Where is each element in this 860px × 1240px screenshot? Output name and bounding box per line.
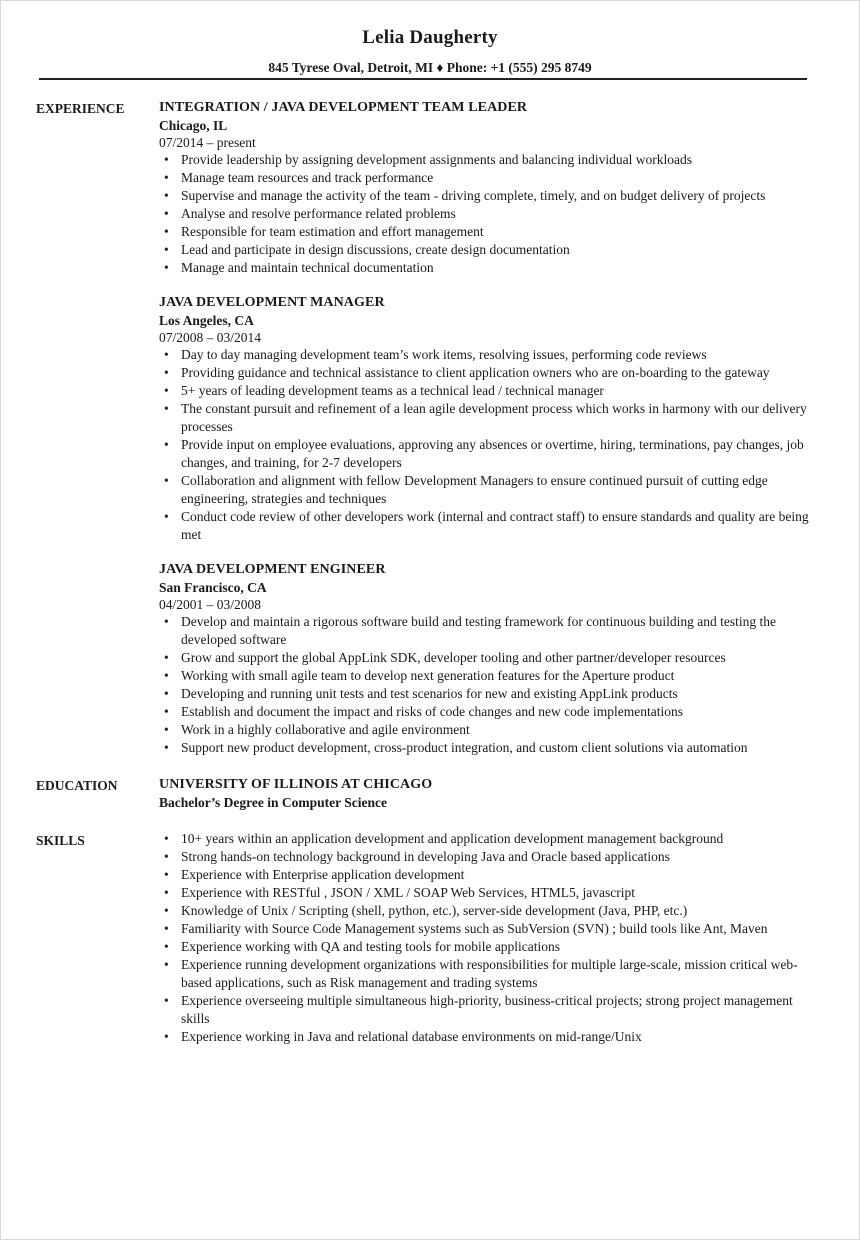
bullet-item: • Day to day managing development team’s work items, resolving issues, performing code reviews — [181, 346, 821, 364]
bullet-item: • Manage team resources and track performance — [181, 169, 821, 187]
education-section — [36, 775, 821, 812]
job-entry — [159, 560, 821, 757]
bullet-item: • Working with small agile team to develop next generation features for the Aperture product — [181, 667, 821, 685]
bullet-item: • Manage and maintain technical documentation — [181, 259, 821, 277]
job-title: JAVA DEVELOPMENT ENGINEER — [159, 562, 386, 577]
job-entry — [159, 293, 821, 544]
education-body — [159, 775, 821, 812]
skill-item: • Experience with Enterprise application development — [181, 866, 821, 884]
skill-item: • Experience working in Java and relational database environments on mid-range/Unix — [181, 1028, 821, 1046]
skill-item: • Strong hands-on technology background in developing Java and Oracle based applications — [181, 848, 821, 866]
skill-item: • Knowledge of Unix / Scripting (shell, python, etc.), server-side development (Java, PHP, etc.) — [181, 902, 821, 920]
experience-section — [36, 98, 821, 757]
job-dates: 07/2014 – present — [159, 135, 256, 150]
bullet-item: • Provide input on employee evaluations, approving any absences or overtime, hiring, terminations, pay changes, job changes, and training, for 2-7 developers — [181, 436, 821, 472]
skills-body — [159, 830, 821, 1046]
bullet-item: • 5+ years of leading development teams as a technical lead / technical manager — [181, 382, 821, 400]
bullet-item: • Developing and running unit tests and test scenarios for new and existing AppLink products — [181, 685, 821, 703]
job-entry — [159, 98, 821, 277]
education-heading: EDUCATION — [36, 778, 118, 793]
bullet-item: • Supervise and manage the activity of the team - driving complete, timely, and on budget delivery of projects — [181, 187, 821, 205]
skill-item: • Experience running development organizations with responsibilities for multiple large-scale, mission critical web-based applications, such as Risk management and trading systems — [181, 956, 821, 992]
bullet-item: • Support new product development, cross-product integration, and custom client solutions via automation — [181, 739, 821, 757]
job-title: INTEGRATION / JAVA DEVELOPMENT TEAM LEADER — [159, 100, 528, 115]
job-location: San Francisco, CA — [159, 580, 267, 595]
bullet-item: • Grow and support the global AppLink SDK, developer tooling and other partner/developer resources — [181, 649, 821, 667]
skills-section — [36, 830, 821, 1046]
header-divider — [39, 78, 807, 80]
job-location: Chicago, IL — [159, 118, 228, 133]
bullet-item: • Work in a highly collaborative and agile environment — [181, 721, 821, 739]
bullet-item: • The constant pursuit and refinement of a lean agile development process which works in harmony with our delivery processes — [181, 400, 821, 436]
bullet-item: • Develop and maintain a rigorous software build and testing framework for continuous building and testing the developed software — [181, 613, 821, 649]
bullet-item: • Analyse and resolve performance related problems — [181, 205, 821, 223]
school-name: UNIVERSITY OF ILLINOIS AT CHICAGO — [159, 777, 433, 792]
resume-header — [1, 1, 859, 77]
job-location: Los Angeles, CA — [159, 313, 254, 328]
skill-item: • Familiarity with Source Code Management systems such as SubVersion (SVN) ; build tools like Ant, Maven — [181, 920, 821, 938]
skill-item: • 10+ years within an application development and application development management background — [181, 830, 821, 848]
bullet-item: • Provide leadership by assigning development assignments and balancing individual workloads — [181, 151, 821, 169]
bullet-item: • Collaboration and alignment with fellow Development Managers to ensure continued pursuit of cutting edge engineering, strategies and techniques — [181, 472, 821, 508]
skills-list — [159, 830, 821, 1046]
skill-item: • Experience with RESTful , JSON / XML / SOAP Web Services, HTML5, javascript — [181, 884, 821, 902]
resume-content — [36, 98, 821, 1046]
job-title: JAVA DEVELOPMENT MANAGER — [159, 295, 385, 310]
skill-item: • Experience overseeing multiple simultaneous high-priority, business-critical projects; strong project management skills — [181, 992, 821, 1028]
job-bullets — [159, 346, 821, 544]
job-bullets — [159, 613, 821, 757]
bullet-item: • Responsible for team estimation and effort management — [181, 223, 821, 241]
contact-line: 845 Tyrese Oval, Detroit, MI ♦ Phone: +1 (555) 295 8749 — [268, 60, 592, 75]
experience-heading: EXPERIENCE — [36, 101, 125, 116]
candidate-name: Lelia Daugherty — [362, 27, 498, 48]
skills-heading: SKILLS — [36, 833, 85, 848]
job-bullets — [159, 151, 821, 277]
bullet-item: • Lead and participate in design discussions, create design documentation — [181, 241, 821, 259]
job-dates: 07/2008 – 03/2014 — [159, 330, 262, 345]
job-dates: 04/2001 – 03/2008 — [159, 597, 262, 612]
bullet-item: • Providing guidance and technical assistance to client application owners who are on-boarding to the gateway — [181, 364, 821, 382]
experience-body — [159, 98, 821, 757]
bullet-item: • Conduct code review of other developers work (internal and contract staff) to ensure standards and quality are being met — [181, 508, 821, 544]
degree-name: Bachelor’s Degree in Computer Science — [159, 795, 387, 810]
bullet-item: • Establish and document the impact and risks of code changes and new code implementations — [181, 703, 821, 721]
skill-item: • Experience working with QA and testing tools for mobile applications — [181, 938, 821, 956]
